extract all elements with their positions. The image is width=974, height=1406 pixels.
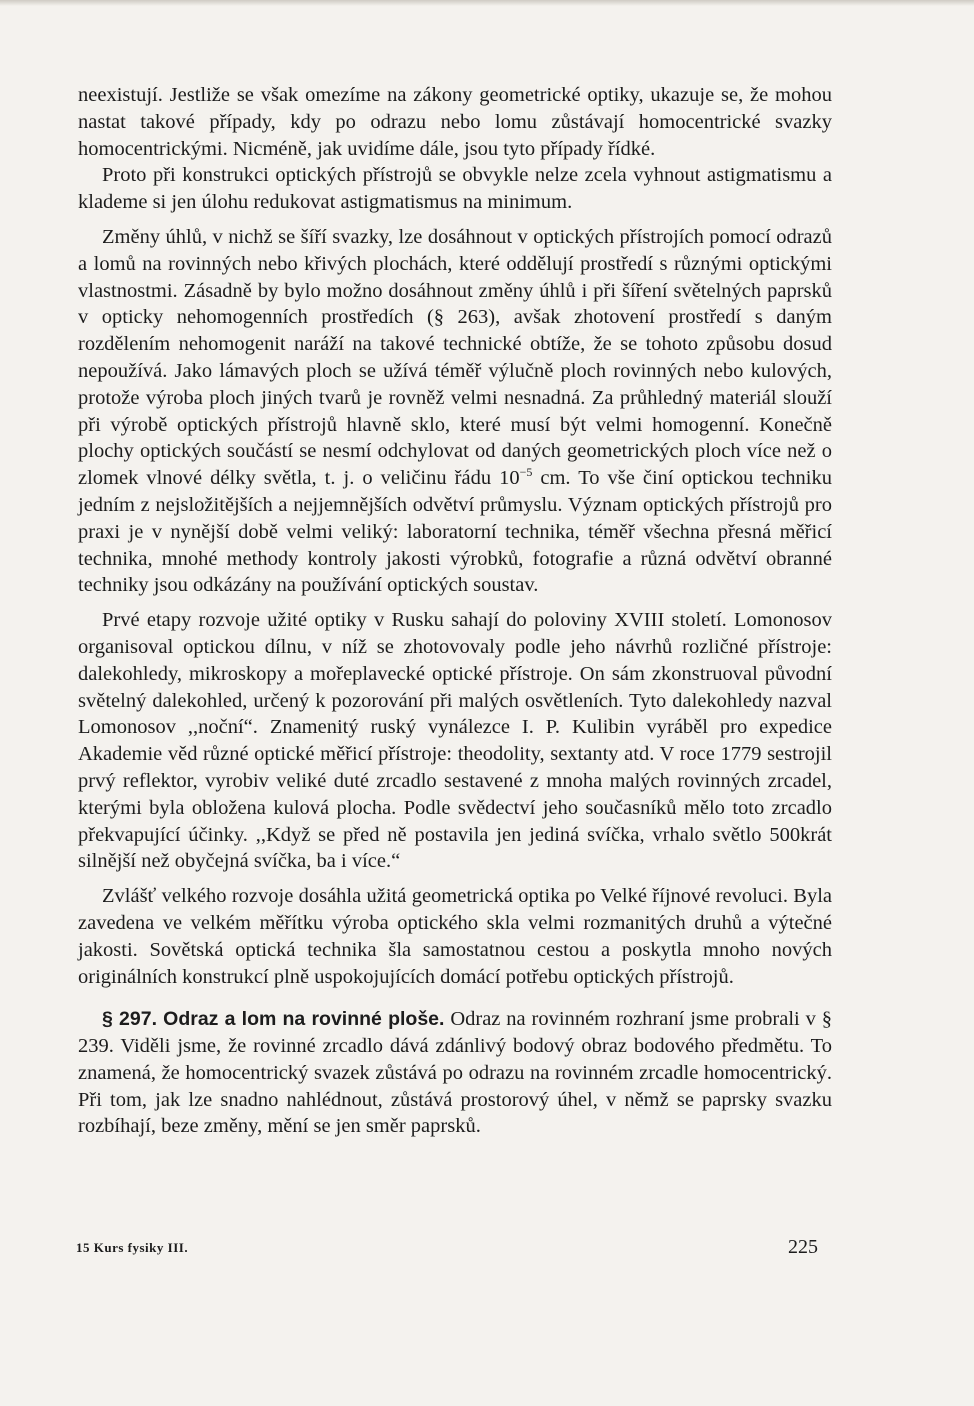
section-heading: § 297. Odraz a lom na rovinné ploše. [102, 1008, 445, 1031]
page-number: 225 [788, 1236, 818, 1258]
paragraph-5: Zvlášť velkého rozvoje dosáhla užitá geometrická optika po Velké říjnové revoluci. Byla zavedena ve velkém měřítku výroba optického skla velmi rozmanitých druhů a výtečné jakosti. Sovětská optická technika šla samostatnou cestou a poskytla mnoho nových originálních konstrukcí plně uspokojujících domácí potřebu optických přístrojů. [78, 885, 832, 988]
paragraph-4: Prvé etapy rozvoje užité optiky v Rusku sahají do poloviny XVIII století. Lomonosov organisoval optickou dílnu, v níž se zhotovovaly podle jeho návrhů rozličné přístroje: dalekohledy, mikroskopy a mořeplavecké optické přístroje. On sám zkonstruoval původní světelný dalekohled, určený k pozorování při malých osvětleních. Tyto dalekohledy nazval Lomonosov ,,noční“. Znamenitý ruský vynálezce I. P. Kulibin vyráběl pro expedice Akademie věd různé optické měřicí přístroje: theodolity, sextanty atd. V roce 1779 sestrojil prvý reflektor, vyrobiv veliké duté zrcadlo sestavené z mnoha malých rovinných zrcadel, kterými byla obložena kulová plocha. Podle svědectví jeho současníků mělo toto zrcadlo překvapující účinky. ,,Když se před ně postavila jen jediná svíčka, vrhalo světlo 500krát silnější než obyčejná svíčka, ba i více.“ [78, 609, 832, 873]
order-exponent: −5 [519, 465, 533, 480]
paragraph-3 [78, 224, 832, 599]
paragraph-1: neexistují. Jestliže se však omezíme na zákony geometrické optiky, ukazuje se, že mohou nastat takové případy, kdy po odrazu nebo lomu zůstávají homocentrické svazky homocentrickými. Nicméně, jak uvidíme dále, jsou tyto případy řídké. [78, 84, 832, 160]
paragraph-3-tail: cm. To vše činí optickou techniku jedním z nejsložitějších a nejjemnějších odvětví průmyslu. Význam optických přístrojů pro praxi je v nynější době velmi veliký: laboratorní technika, téměř všechna přesná měřicí technika, mnohé methody kontroly jakosti výrobků, fotografie a různá odvětví obranné techniky jsou odkázány na používání optických soustav. [78, 467, 832, 597]
body-text [78, 82, 832, 1140]
section-297-paragraph [78, 1006, 832, 1140]
section-297-text: Odraz na rovinném rozhraní jsme probrali v § 239. Viděli jsme, že rovinné zrcadlo dává zdánlivý bodový obraz bodového předmětu. To znamená, že homocentrický svazek zůstává po odrazu na rovinném zrcadle homocentrický. Při tom, jak lze snadno nahlédnout, zůstává prostorový úhel, v němž se paprsky svazku rozbíhají, beze změny, mění se jen směr paprsků. [78, 1008, 832, 1138]
footer-signature: 15 Kurs fysiky III. [76, 1240, 189, 1255]
order-base: 10 [499, 467, 520, 490]
page-top-edge [0, 0, 974, 6]
paragraph-3-text: Změny úhlů, v nichž se šíří svazky, lze dosáhnout v optických přístrojích pomocí odrazů a lomů na rovinných nebo křivých plochách, které oddělují prostředí s různými optickými vlastnostmi. Zásadně by bylo možno dosáhnout změny úhlů i při šíření světelných paprsků v opticky nehomogenních prostředích (§ 263), avšak zhotovení prostředí s daným rozdělením nehomogenit naráží na takové technické obtíže, že se tohoto způsobu dosud nepoužívá. Jako lámavých ploch se užívá téměř výlučně ploch rovinných nebo kulových, protože výroba ploch jiných tvarů je rovněž velmi nesnadná. Za průhledný materiál slouží při výrobě optických přístrojů hlavně sklo, které musí být velmi homogenní. Konečně plochy optických součástí se nesmí odchylovat od daných geometrických ploch více než o zlomek vlnové délky světla, t. j. o veličinu řádu [78, 225, 832, 490]
paragraph-2: Proto při konstrukci optických přístrojů se obvykle nelze zcela vyhnout astigmatismu a klademe si jen úlohu redukovat astigmatismus na minimum. [78, 164, 832, 214]
